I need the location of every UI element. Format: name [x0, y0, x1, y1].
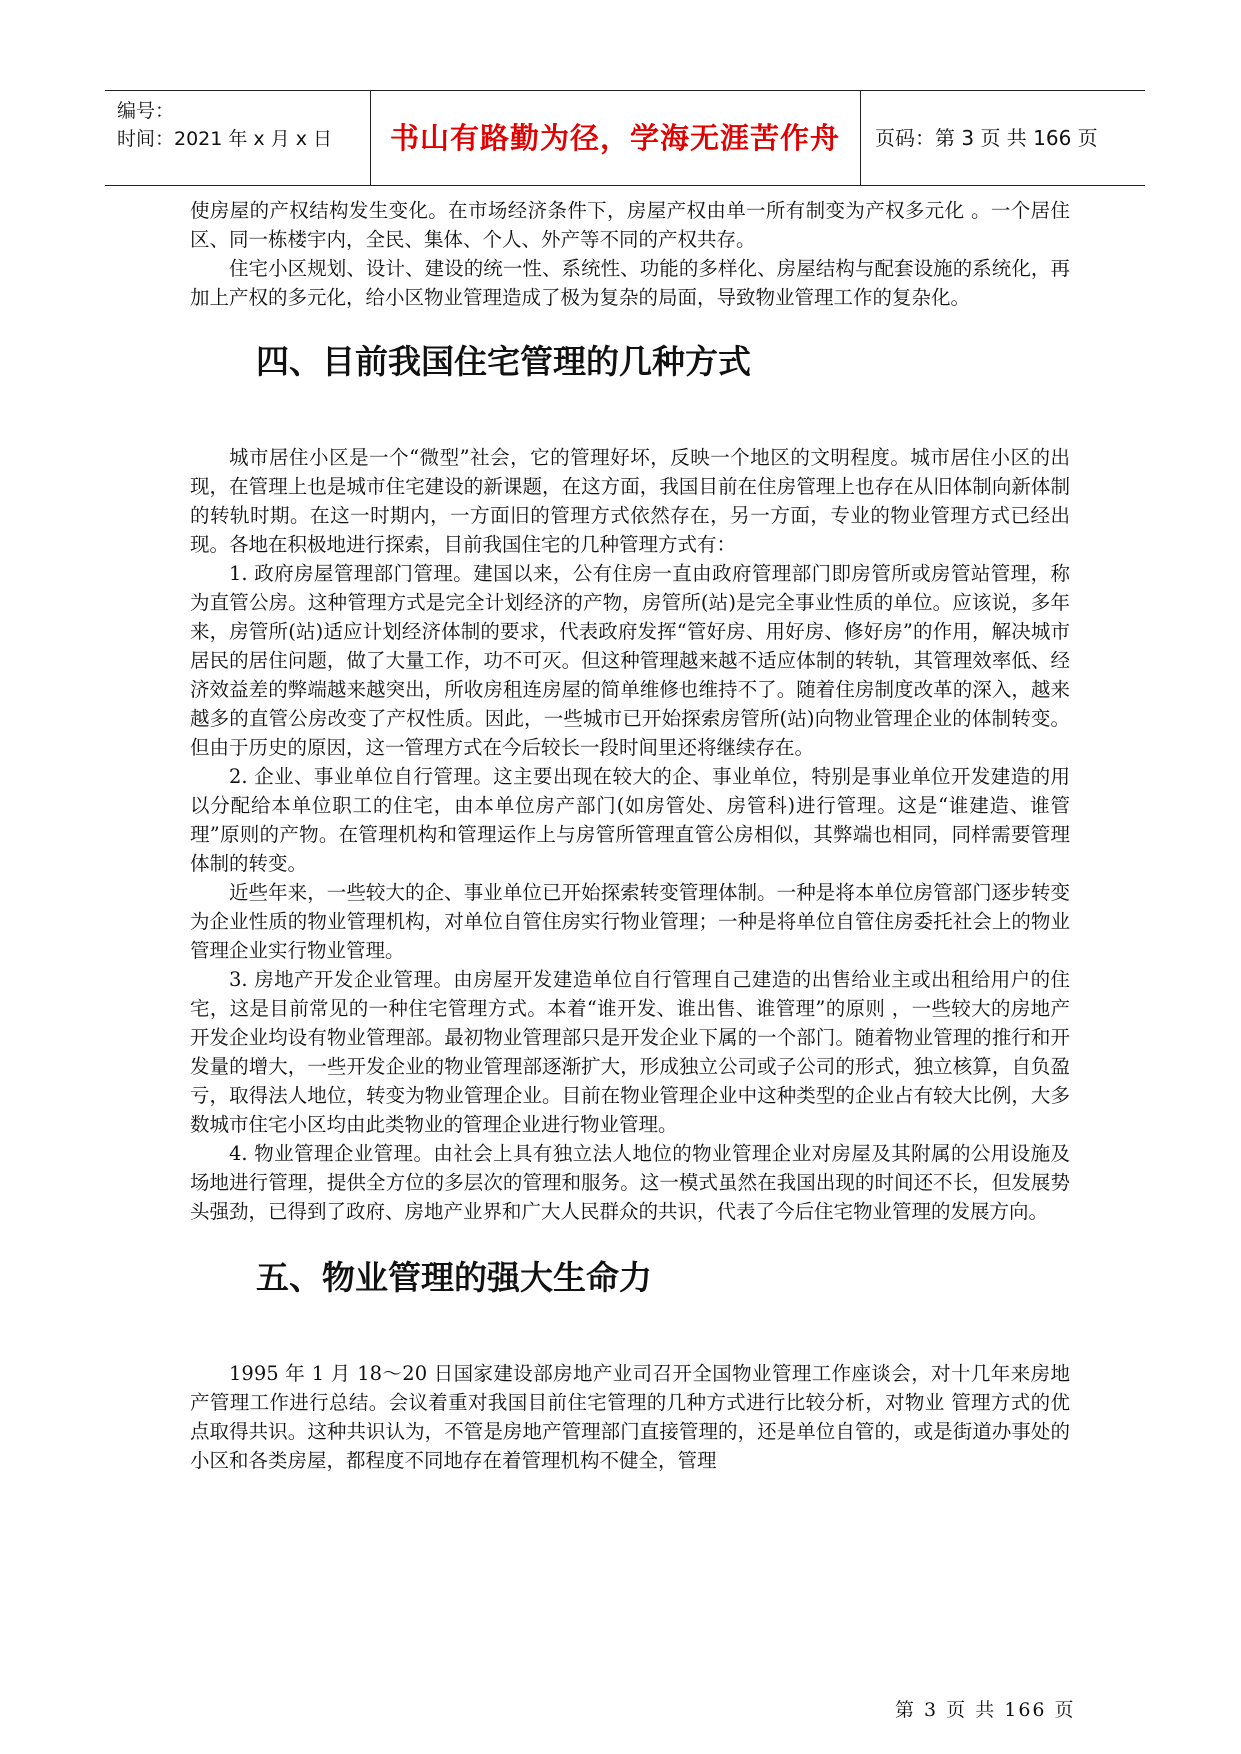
document-number-label: 编号：: [117, 100, 175, 122]
paragraph: 住宅小区规划、设计、建设的统一性、系统性、功能的多样化、房屋结构与配套设施的系统化，再加上产权的多元化，给小区物业管理造成了极为复杂的局面，导致物业管理工作的复杂化。: [190, 257, 1070, 309]
header-motto: 书山有路勤为径，学海无涯苦作舟: [389, 121, 840, 155]
paragraph: 2. 企业、事业单位自行管理。这主要出现在较大的企、事业单位，特别是事业单位开发建造的用以分配给本单位职工的住宅，由本单位房产部门(如房管处、房管科)进行管理。这是“谁建造、谁管理”原则的产物。在管理机构和管理运作上与房管所管理直管公房相似，其弊端也相同，同样需要管理体制的转变。: [190, 765, 1070, 875]
section-heading: 五、物业管理的强大生命力: [256, 1258, 652, 1297]
paragraph: 近些年来，一些较大的企、事业单位已开始探索转变管理体制。一种是将本单位房管部门逐步转变为企业性质的物业管理机构，对单位自管住房实行物业管理；一种是将单位自管住房委托社会上的物业管理企业实行物业管理。: [190, 881, 1070, 962]
paragraph: 1. 政府房屋管理部门管理。建国以来，公有住房一直由政府管理部门即房管所或房管站管理，称为直管公房。这种管理方式是完全计划经济的产物，房管所(站)是完全事业性质的单位。应该说，多年来，房管所(站)适应计划经济体制的要求，代表政府发挥“管好房、用好房、修好房”的作用，解决城市居民的居住问题，做了大量工作，功不可灭。但这种管理越来越不适应体制的转轨，其管理效率低、经济效益差的弊端越来越突出，所收房租连房屋的简单维修也维持不了。随着住房制度改革的深入，越来越多的直管公房改变了产权性质。因此，一些城市已开始探索房管所(站)向物业管理企业的体制转变。但由于历史的原因，这一管理方式在今后较长一段时间里还将继续存在。: [190, 562, 1070, 759]
header-table: [105, 90, 1145, 186]
header-left-cell: [117, 97, 332, 153]
header-divider: [860, 91, 861, 185]
document-body: [190, 196, 1070, 1475]
section-heading: 四、目前我国住宅管理的几种方式: [256, 342, 751, 381]
paragraph: 使房屋的产权结构发生变化。在市场经济条件下，房屋产权由单一所有制变为产权多元化 。一个居住区、同一栋楼宇内，全民、集体、个人、外产等不同的产权共存。: [190, 199, 1070, 251]
document-time-label: 时间：2021 年 x 月 x 日: [117, 128, 333, 150]
page-footer: 第 3 页 共 166 页: [895, 1699, 1076, 1721]
paragraph: 城市居住小区是一个“微型”社会，它的管理好坏，反映一个地区的文明程度。城市居住小区的出现，在管理上也是城市住宅建设的新课题，在这方面，我国目前在住房管理上也存在从旧体制向新体制的转轨时期。在这一时期内，一方面旧的管理方式依然存在，另一方面，专业的物业管理方式已经出现。各地在积极地进行探索，目前我国住宅的几种管理方式有：: [190, 446, 1070, 556]
paragraph: 3. 房地产开发企业管理。由房屋开发建造单位自行管理自己建造的出售给业主或出租给用户的住宅，这是目前常见的一种住宅管理方式。本着“谁开发、谁出售、谁管理”的原则 ，一些较大的房地产开发企业均设有物业管理部。最初物业管理部只是开发企业下属的一个部门。随着物业管理的推行和开发量的增大，一些开发企业的物业管理部逐渐扩大，形成独立公司或子公司的形式，独立核算，自负盈亏，取得法人地位，转变为物业管理企业。目前在物业管理企业中这种类型的企业占有较大比例，大多数城市住宅小区均由此类物业的管理企业进行物业管理。: [190, 968, 1070, 1136]
paragraph: 1995 年 1 月 18～20 日国家建设部房地产业司召开全国物业管理工作座谈会，对十几年来房地产管理工作进行总结。会议着重对我国目前住宅管理的几种方式进行比较分析，对物业 管理方式的优点取得共识。这种共识认为，不管是房地产管理部门直接管理的，还是单位自管的，或是街道办事处的小区和各类房屋，都程度不同地存在着管理机构不健全，管理: [190, 1362, 1070, 1472]
header-page-label: 页码：第 3 页 共 166 页: [875, 126, 1098, 150]
paragraph: 4. 物业管理企业管理。由社会上具有独立法人地位的物业管理企业对房屋及其附属的公用设施及场地进行管理，提供全方位的多层次的管理和服务。这一模式虽然在我国出现的时间还不长，但发展势头强劲，已得到了政府、房地产业界和广大人民群众的共识，代表了今后住宅物业管理的发展方向。: [190, 1142, 1070, 1223]
